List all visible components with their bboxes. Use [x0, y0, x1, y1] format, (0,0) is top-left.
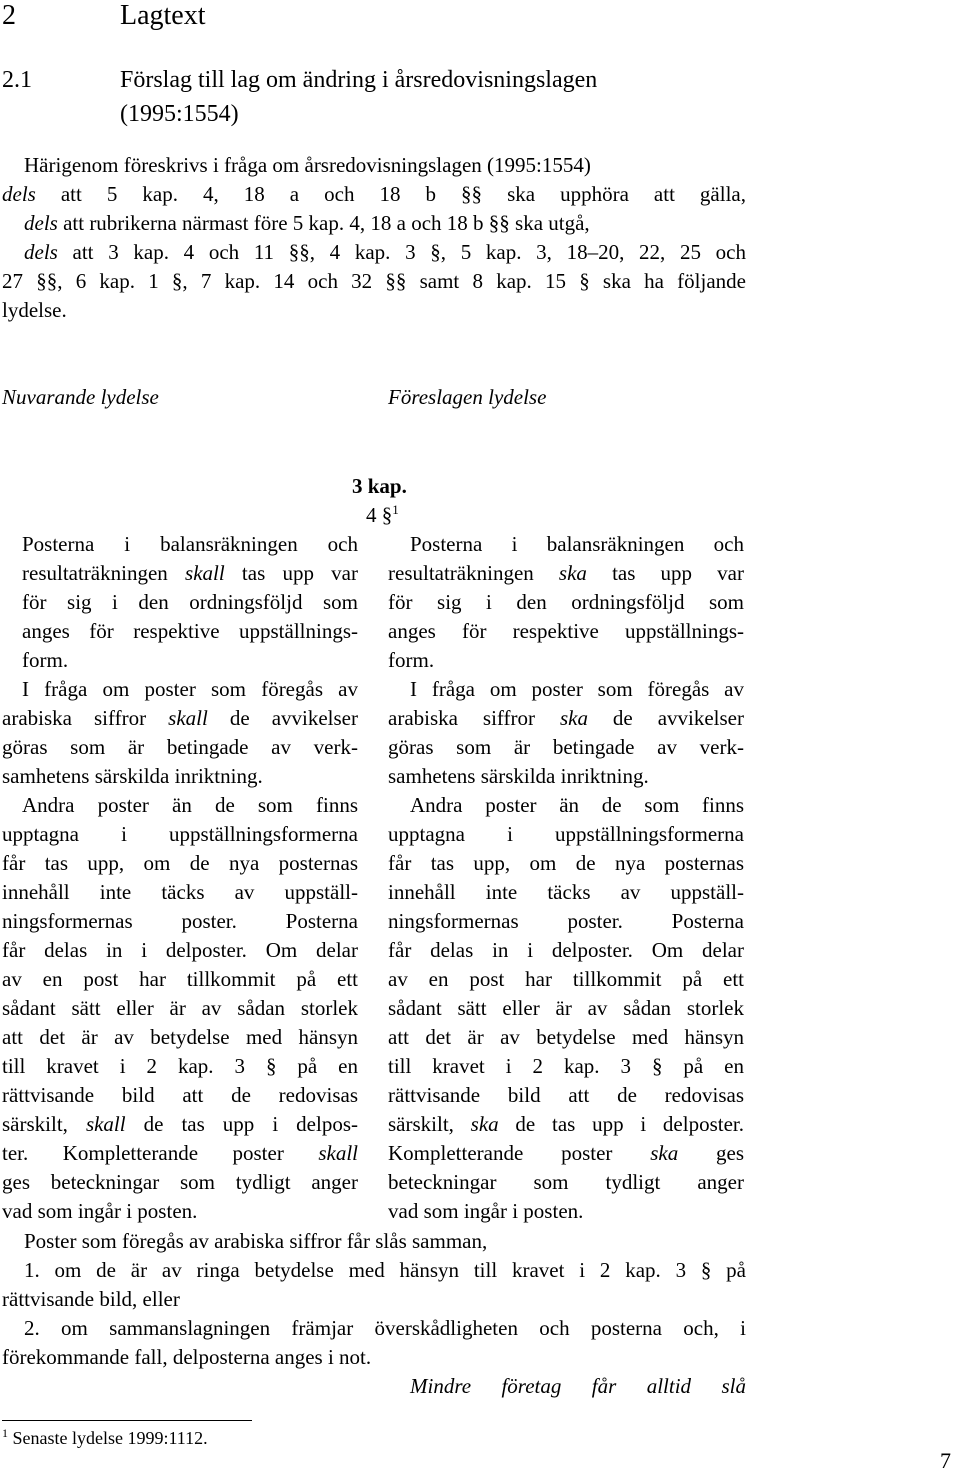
- text-line: rättvisande bild att de redovisas: [2, 1083, 358, 1107]
- text-line: sådant sätt eller är av sådan storlek: [2, 996, 358, 1020]
- text-line: ges beteckningar som tydligt anger: [2, 1170, 358, 1194]
- text-line: till kravet i 2 kap. 3 § på en: [388, 1054, 744, 1078]
- text-line: Andra poster än de som finns: [410, 793, 744, 817]
- text-line: samhetens särskilda inriktning.: [388, 764, 649, 788]
- text-line: vad som ingår i posten.: [388, 1199, 584, 1223]
- footnote-text: Senaste lydelse 1999:1112.: [12, 1428, 208, 1448]
- right-paragraph-2: [388, 675, 744, 791]
- text-line: innehåll inte täcks av uppställ-: [388, 880, 744, 904]
- text-line: att det är av betydelse med hänsyn: [388, 1025, 744, 1049]
- text-line: Posterna i balansräkningen och: [22, 532, 358, 556]
- text-line: Mindre företag får alltid slå: [410, 1374, 746, 1398]
- text-line: göras som är betingade av verk-: [2, 735, 358, 759]
- text-line: 2. om sammanslagningen främjar överskådligheten och posterna och, i: [24, 1316, 746, 1340]
- chapter-title: Lagtext: [120, 0, 206, 31]
- text-line: anges för respektive uppställnings-: [22, 619, 358, 643]
- text-line: arabiska siffror ska de avvikelser: [388, 706, 744, 730]
- intro-line: dels att 3 kap. 4 och 11 §§, 4 kap. 3 §, 5 kap. 3, 18–20, 22, 25 och: [24, 240, 746, 264]
- text-line: får tas upp, om de nya posternas: [388, 851, 744, 875]
- full-text-line-2: [24, 1256, 746, 1285]
- text-line: får delas in i delposter. Om delar: [388, 938, 744, 962]
- text-line: Andra poster än de som finns: [22, 793, 358, 817]
- intro-continuation: [2, 180, 746, 209]
- footnote-marker: 1: [2, 1426, 8, 1440]
- right-paragraph-3: [388, 791, 744, 1226]
- intro-dels-3: [24, 238, 746, 267]
- full-text-line-1: Poster som föregås av arabiska siffror får slås samman,: [24, 1229, 488, 1253]
- text-line: Kompletterande poster ska ges: [388, 1141, 744, 1165]
- chapter-number: 2: [2, 0, 16, 31]
- section-title-line1: Förslag till lag om ändring i årsredovisningslagen: [120, 67, 598, 93]
- text-line: ningsformernas poster. Posterna: [2, 909, 358, 933]
- text-line: upptagna i uppställningsformerna: [2, 822, 358, 846]
- intro-dels-2: [24, 209, 746, 238]
- paragraph-ref: 4 §$^1$: [366, 502, 399, 527]
- right-paragraph-1: [388, 530, 744, 675]
- right-column-header: Föreslagen lydelse: [388, 385, 547, 409]
- right-column: [388, 530, 744, 1226]
- text-line: samhetens särskilda inriktning.: [2, 764, 263, 788]
- footnote: [2, 1426, 208, 1450]
- text-line: sådant sätt eller är av sådan storlek: [388, 996, 744, 1020]
- text-line: form.: [388, 648, 435, 672]
- full-text-line-4: [24, 1314, 746, 1343]
- intro-line: Härigenom föreskrivs i fråga om årsredovisningslagen (1995:1554): [24, 153, 591, 177]
- text-line: I fråga om poster som föregås av: [22, 677, 358, 701]
- text-line: av en post har tillkommit på ett: [2, 967, 358, 991]
- text-line: för sig i den ordningsföljd som: [22, 590, 358, 614]
- text-line: av en post har tillkommit på ett: [388, 967, 744, 991]
- section-title-line2: (1995:1554): [120, 101, 239, 127]
- text-line: I fråga om poster som föregås av: [410, 677, 744, 701]
- left-paragraph-2: [2, 675, 358, 791]
- text-line: får delas in i delposter. Om delar: [2, 938, 358, 962]
- text-line: för sig i den ordningsföljd som: [388, 590, 744, 614]
- left-column: [2, 530, 358, 1226]
- chapter-ref: 3 kap.: [352, 474, 407, 498]
- text-line: anges för respektive uppställnings-: [388, 619, 744, 643]
- text-line: får tas upp, om de nya posternas: [2, 851, 358, 875]
- text-line: vad som ingår i posten.: [2, 1199, 198, 1223]
- left-paragraph-3: [2, 791, 358, 1226]
- text-line: resultaträkningen ska tas upp var: [388, 561, 744, 585]
- text-line: ningsformernas poster. Posterna: [388, 909, 744, 933]
- text-line: göras som är betingade av verk-: [388, 735, 744, 759]
- text-line: Posterna i balansräkningen och: [410, 532, 744, 556]
- left-column-header: Nuvarande lydelse: [2, 385, 159, 409]
- text-line: beteckningar som tydligt anger: [388, 1170, 744, 1194]
- full-text-line-6: [410, 1372, 746, 1401]
- full-text-line-5: förekommande fall, delposterna anges i not.: [2, 1345, 372, 1369]
- full-text-line-3: rättvisande bild, eller: [2, 1287, 180, 1311]
- intro-line: lydelse.: [2, 298, 67, 322]
- intro-line: 27 §§, 6 kap. 1 §, 7 kap. 14 och 32 §§ samt 8 kap. 15 § ska ha följande: [2, 269, 746, 293]
- text-line: 1. om de är av ringa betydelse med hänsyn till kravet i 2 kap. 3 § på: [24, 1258, 746, 1282]
- intro-paragraph: [24, 151, 746, 180]
- intro-line: dels att rubrikerna närmast före 5 kap. 4, 18 a och 18 b §§ ska utgå,: [24, 211, 590, 235]
- text-line: särskilt, ska de tas upp i delposter.: [388, 1112, 744, 1136]
- intro-line-5: [2, 267, 746, 296]
- text-line: att det är av betydelse med hänsyn: [2, 1025, 358, 1049]
- text-line: rättvisande bild att de redovisas: [388, 1083, 744, 1107]
- text-line: särskilt, skall de tas upp i delpos-: [2, 1112, 358, 1136]
- text-line: ter. Kompletterande poster skall: [2, 1141, 358, 1165]
- text-line: form.: [22, 648, 69, 672]
- text-line: till kravet i 2 kap. 3 § på en: [2, 1054, 358, 1078]
- text-line: arabiska siffror skall de avvikelser: [2, 706, 359, 730]
- footnote-rule: [2, 1420, 252, 1421]
- text-line: upptagna i uppställningsformerna: [388, 822, 744, 846]
- left-paragraph-1: [2, 530, 358, 675]
- text-line: innehåll inte täcks av uppställ-: [2, 880, 358, 904]
- section-number: 2.1: [2, 67, 32, 93]
- intro-line: dels att 5 kap. 4, 18 a och 18 b §§ ska upphöra att gälla,: [2, 182, 746, 206]
- page-number: 7: [940, 1448, 951, 1473]
- text-line: resultaträkningen skall tas upp var: [22, 561, 358, 585]
- footnote-ref: 1: [392, 502, 399, 517]
